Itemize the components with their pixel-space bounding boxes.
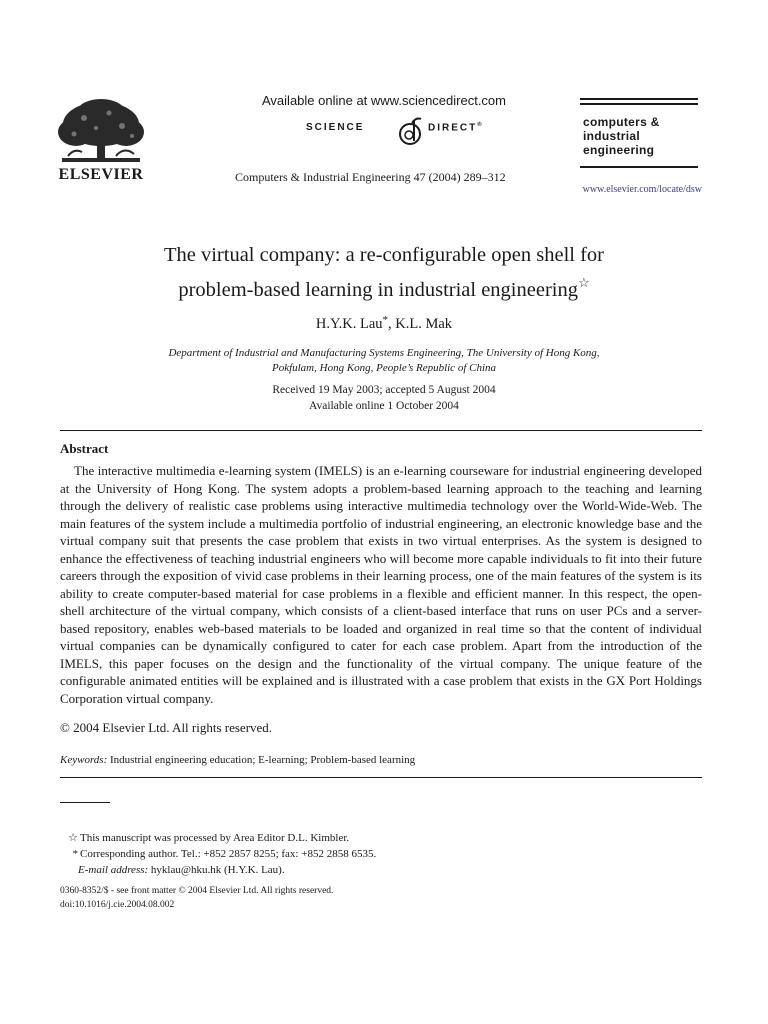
sd-d-icon [398,117,424,147]
divider-top [60,430,702,431]
journal-title [583,115,660,157]
journal-rule-bottom [580,166,698,168]
journal-title-line3: engineering [583,143,655,157]
abstract-copyright: © 2004 Elsevier Ltd. All rights reserved. [60,720,273,735]
corresponding-author-mark[interactable]: * [382,314,389,326]
publisher-name: ELSEVIER [58,166,144,183]
footnote-editor [60,830,349,846]
front-matter-info [60,884,333,912]
received-date: Received 19 May 2003; accepted 5 August 2004 [272,384,496,396]
sd-direct-label: DIRECT® [428,122,484,134]
footnote-email [78,862,285,878]
affiliation [40,346,728,376]
author-separator: , [388,316,396,332]
abstract-heading: Abstract [60,441,109,456]
doi-link[interactable]: doi:10.1016/j.cie.2004.08.002 [60,900,175,910]
abstract-paragraph: The interactive multimedia e-learning system (IMELS) is an e-learning courseware for industrial engineering developed at the University of Hong Kong. The system adopts a problem-based learning approach to the teaching and learning through the delivery of realistic case problems using interactive multimedia technology over the World-Wide-Web. The main features of the system include a multimedia portfolio of industrial engineering, an electronic knowledge base and the virtual company suit that presents the case problem that exists in two virtual enterprises. As the system is designed to enhance the effectiveness of teaching industrial engineers who will become more capable individuals to fit into their future careers through the exposition of vivid case problems in their learning process, one of the main features of the system is its ability to create computer-based material for case problems in a flexible and efficient manner. In this respect, the open-shell architecture of the virtual company, which consists of a client-based interface that runs on user PCs and a server-based repository, enables web-based materials to be loaded and organized in real time so that the content of individual virtual companies can be dynamically configured to cater for each case problem. Apart from the introduction of the IMELS, this paper focuses on the design and the functionality of the virtual company. The unique feature of the configurable animated entities will be explained and is illustrated with a case problem that exists in the GX Port Holdings Corporation virtual company. [60,463,702,706]
article-title-line2-wrap [40,269,728,304]
footnote-rule [60,802,110,803]
affiliation-line1: Department of Industrial and Manufacturing Systems Engineering, The University of Hong Kong, [168,347,600,359]
issn-line: 0360-8352/$ - see front matter © 2004 Elsevier Ltd. All rights reserved. [60,886,334,896]
sciencedirect-logo [306,117,506,145]
author-2: K.L. Mak [395,316,453,332]
journal-url-link[interactable]: www.elsevier.com/locate/dsw [582,184,702,195]
journal-logo [580,92,704,176]
authors [40,314,728,333]
sd-science-label: SCIENCE [306,122,365,133]
keywords [60,754,415,766]
author-1: H.Y.K. Lau [315,316,383,332]
article-title [40,242,728,304]
available-date: Available online 1 October 2004 [309,400,459,412]
affiliation-line2: Pokfulam, Hong Kong, People’s Republic of China [271,362,497,374]
article-title-line1: The virtual company: a re-configurable open shell for [163,244,604,266]
keywords-label: Keywords: [60,754,108,766]
keywords-list: Industrial engineering education; E-learning; Problem-based learning [110,754,416,766]
title-footnote-star[interactable]: ☆ [577,275,590,290]
article-dates [40,382,728,414]
email-address-link[interactable]: hyklau@hku.hk (H.Y.K. Lau). [150,864,285,876]
footnote-asterisk-mark: * [72,848,78,860]
abstract-body [60,462,702,707]
email-label: E-mail address: [78,864,149,876]
divider-bottom [60,777,702,778]
footnote-corresponding [60,846,376,862]
journal-citation: Computers & Industrial Engineering 47 (2004) 289–312 [235,170,506,184]
footnote-editor-text: This manuscript was processed by Area Editor D.L. Kimbler. [80,832,350,844]
journal-rule-top [580,98,698,100]
article-title-line2: problem-based learning in industrial engineering [178,279,578,301]
journal-title-line1: computers & [583,115,660,129]
footnote-corresponding-text: Corresponding author. Tel.: +852 2857 8255; fax: +852 2858 6535. [80,848,377,860]
available-online-text: Available online at www.sciencedirect.com [262,93,506,108]
footnote-star-mark: ☆ [68,832,78,844]
journal-title-line2: industrial [583,129,641,143]
journal-rule-top-2 [580,103,698,105]
